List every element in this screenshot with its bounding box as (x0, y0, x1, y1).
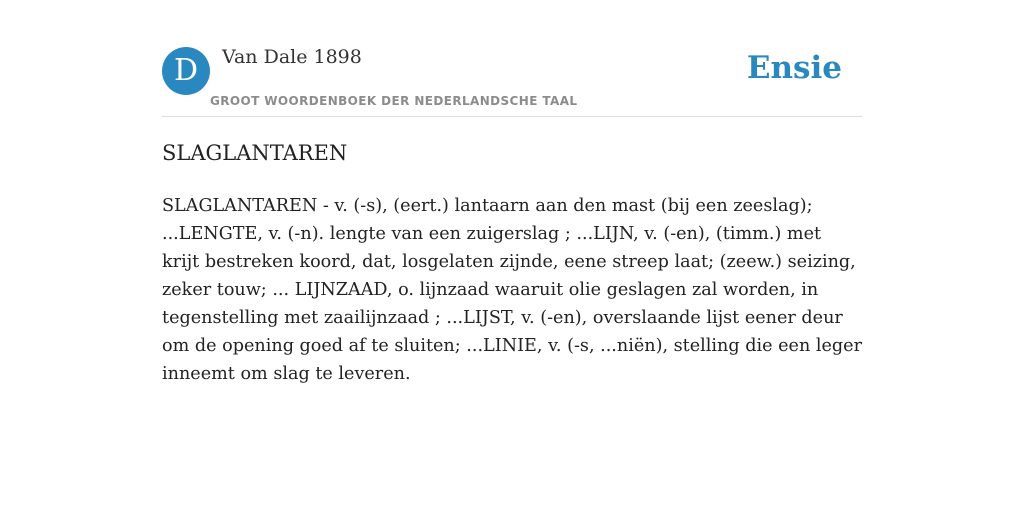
source-header (162, 40, 862, 117)
source-avatar[interactable]: D (162, 47, 210, 95)
source-title[interactable]: Van Dale 1898 (222, 46, 362, 68)
entry-definition: SLAGLANTAREN - v. (-s), (eert.) lantaarn aan den mast (bij een zeeslag); ...LENGTE, v. (-n). lengte van een zuigerslag ; ...LIJN, v. (-en), (timm.) met krijt bestreken koord, dat, losgelaten zijnde, eene streep laat; (zeew.) seizing, zeker touw; ... LIJNZAAD, o. lijnzaad waaruit olie geslagen zal worden, in tegenstelling met zaailijnzaad ; ...LIJST, v. (-en), overslaande lijst eener deur om de opening goed af te sluiten; ...LINIE, v. (-s, ...niën), stelling die een leger inneemt om slag te leveren. (162, 196, 862, 384)
source-subtitle: GROOT WOORDENBOEK DER NEDERLANDSCHE TAAL (210, 94, 578, 108)
ensie-logo[interactable]: Ensie (746, 50, 842, 86)
entry-headword: SLAGLANTAREN (162, 141, 348, 165)
